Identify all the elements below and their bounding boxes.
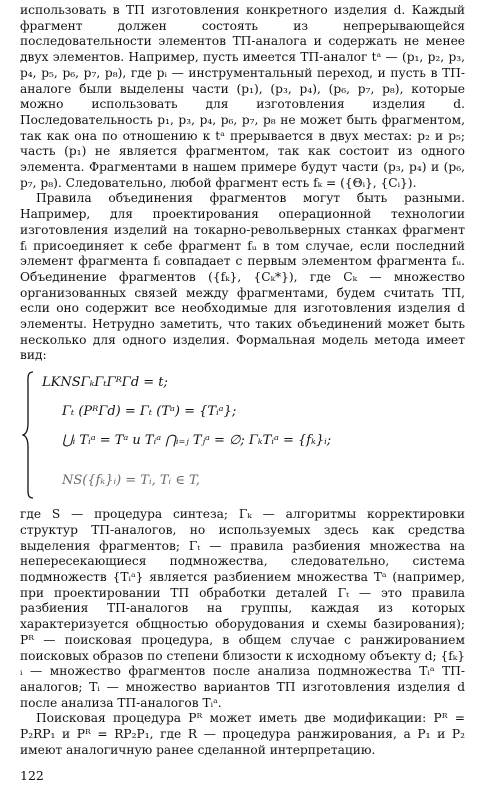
formal-model-formula [22,371,465,501]
formula-line-4: NS({fₖ}ᵢ) = Tᵢ, Tᵢ ∈ T, [62,473,200,489]
paragraph-fragment-definition: использовать в ТП изготовления конкретного изделия d. Каждый фрагмент должен состоять из непрерывающейся последовательности элементов ТП-аналога и содержать не менее двух элементов. Например, пусть имеется ТП-аналог tᵃ — (p₁, p₂, p₃, p₄, p₅, p₆, p₇, p₈), где pᵢ — инструментальный переход, и пусть в ТП-аналоге были выделены части (p₁), (p₃, p₄), (p₆, p₇, p₈), которые можно использовать для изготовления изделия d. Последовательность p₁, p₃, p₄, p₆, p₇, p₈ не может быть фрагментом, так как она по отношению к tᵃ прерывается в двух местах: p₂ и p₅; часть (p₁) не является фрагментом, так как состоит из одного элемента. Фрагментами в нашем примере будут части (p₃, p₄) и (p₆, p₇, p₈). Следовательно, любой фрагмент есть fₖ = ({Θᵢ}, {Cᵢ}). [20,3,465,190]
page-number: 122 [20,768,44,783]
formula-line-3: ⋃ᵢ Tᵢᵃ = Tᵃ и Tᵢᵃ ⋂ᵢ₌ⱼ Tⱼᵃ = ∅; ΓₖTᵢᵃ = {fₖ}ᵢ; [62,433,332,449]
paragraph-notation: где S — процедура синтеза; Γₖ — алгоритмы корректировки структур ТП-аналогов, но используемых здесь как средства выделения фрагментов; Γₜ — правила разбиения множества на непересекающиеся подмножества, следовательно, система подмножеств {Tᵢᵃ} является разбиением множества Tᵃ (например, при проектировании ТП обработки деталей Γₜ — это правила разбиения ТП-аналогов на группы, каждая из которых характеризуется общностью оборудования и схемы базирования); Pᴿ — поисковая процедура, в общем случае с ранжированием поисковых образов по степени близости к исходному объекту d; {fₖ}ᵢ — множество фрагментов после анализа подмножества Tᵢᵃ ТП-аналогов; Tᵢ — множество вариантов ТП изготовления изделия d после анализа ТП-аналогов Tᵢᵃ. [20,507,465,710]
formula-line-1: LKNSΓₖΓₜΓᴿΓd = t; [42,375,168,391]
left-brace [22,371,34,499]
paragraph-merge-rules: Правила объединения фрагментов могут быть разными. Например, для проектирования операционной технологии изготовления изделий на токарно-револьверных станках фрагмент fᵢ присоединяет к себе фрагмент fᵤ в том случае, если последний элемент фрагмента fᵢ совпадает с первым элементом фрагмента fᵤ. Объединение фрагментов ({fₖ}, {Cₖ*}), где Cₖ — множество организованных связей между фрагментами, будем считать ТП, если оно содержит все необходимые для изготовления изделия d элементы. Нетрудно заметить, что таких объединений может быть несколько для одного изделия. Формальная модель метода имеет вид: [20,191,465,363]
paragraph-search-procedure: Поисковая процедура Pᴿ может иметь две модификации: Pᴿ = P₂RP₁ и Pᴿ = RP₂P₁, где R — процедура ранжирования, а P₁ и P₂ имеют аналогичную ранее сделанной интерпретацию. [20,711,465,757]
formula-line-2: Γₜ (PᴿΓd) = Γₜ (Tᵃ) = {Tᵢᵃ}; [62,404,237,420]
